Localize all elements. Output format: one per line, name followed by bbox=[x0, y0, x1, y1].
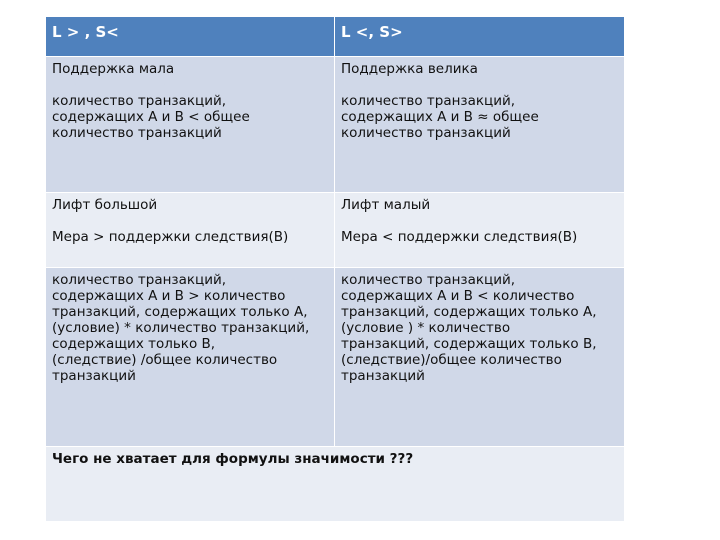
significance-question-cell bbox=[46, 447, 625, 522]
lift-formula-right: количество транзакций, содержащих А и В < количество транзакций, содержащих только А, (условие ) * количество транзакций, содержащих только В, (следствие)/общее количество транзакций bbox=[341, 272, 597, 384]
lift-low-cell bbox=[335, 193, 625, 268]
lift-high-title: Лифт большой bbox=[52, 197, 158, 213]
lift-low-description: Мера < поддержки следствия(В) bbox=[341, 229, 578, 245]
comparison-table bbox=[45, 16, 625, 522]
table-row bbox=[46, 57, 625, 193]
table-row bbox=[46, 193, 625, 268]
lift-formula-left: количество транзакций, содержащих А и В > количество транзакций, содержащих только А, (условие) * количество транзакций, содержащих только В, (следствие) /общее количество транзакций bbox=[52, 272, 310, 384]
lift-formula-left-cell bbox=[46, 268, 335, 447]
header-cell-right: L <, S> bbox=[335, 17, 625, 57]
support-low-cell bbox=[46, 57, 335, 193]
header-cell-left: L > , S< bbox=[46, 17, 335, 57]
lift-formula-right-cell bbox=[335, 268, 625, 447]
lift-high-description: Мера > поддержки следствия(В) bbox=[52, 229, 289, 245]
lift-high-cell bbox=[46, 193, 335, 268]
support-low-description: количество транзакций, содержащих А и В < общее количество транзакций bbox=[52, 93, 250, 141]
support-low-title: Поддержка мала bbox=[52, 61, 175, 77]
lift-low-title: Лифт малый bbox=[341, 197, 431, 213]
table-header-row bbox=[46, 17, 625, 57]
support-high-cell bbox=[335, 57, 625, 193]
table-row bbox=[46, 447, 625, 522]
significance-question: Чего не хватает для формулы значимости ??? bbox=[52, 451, 414, 467]
support-high-description: количество транзакций, содержащих А и В ≈ общее количество транзакций bbox=[341, 93, 539, 141]
table-row bbox=[46, 268, 625, 447]
support-high-title: Поддержка велика bbox=[341, 61, 478, 77]
